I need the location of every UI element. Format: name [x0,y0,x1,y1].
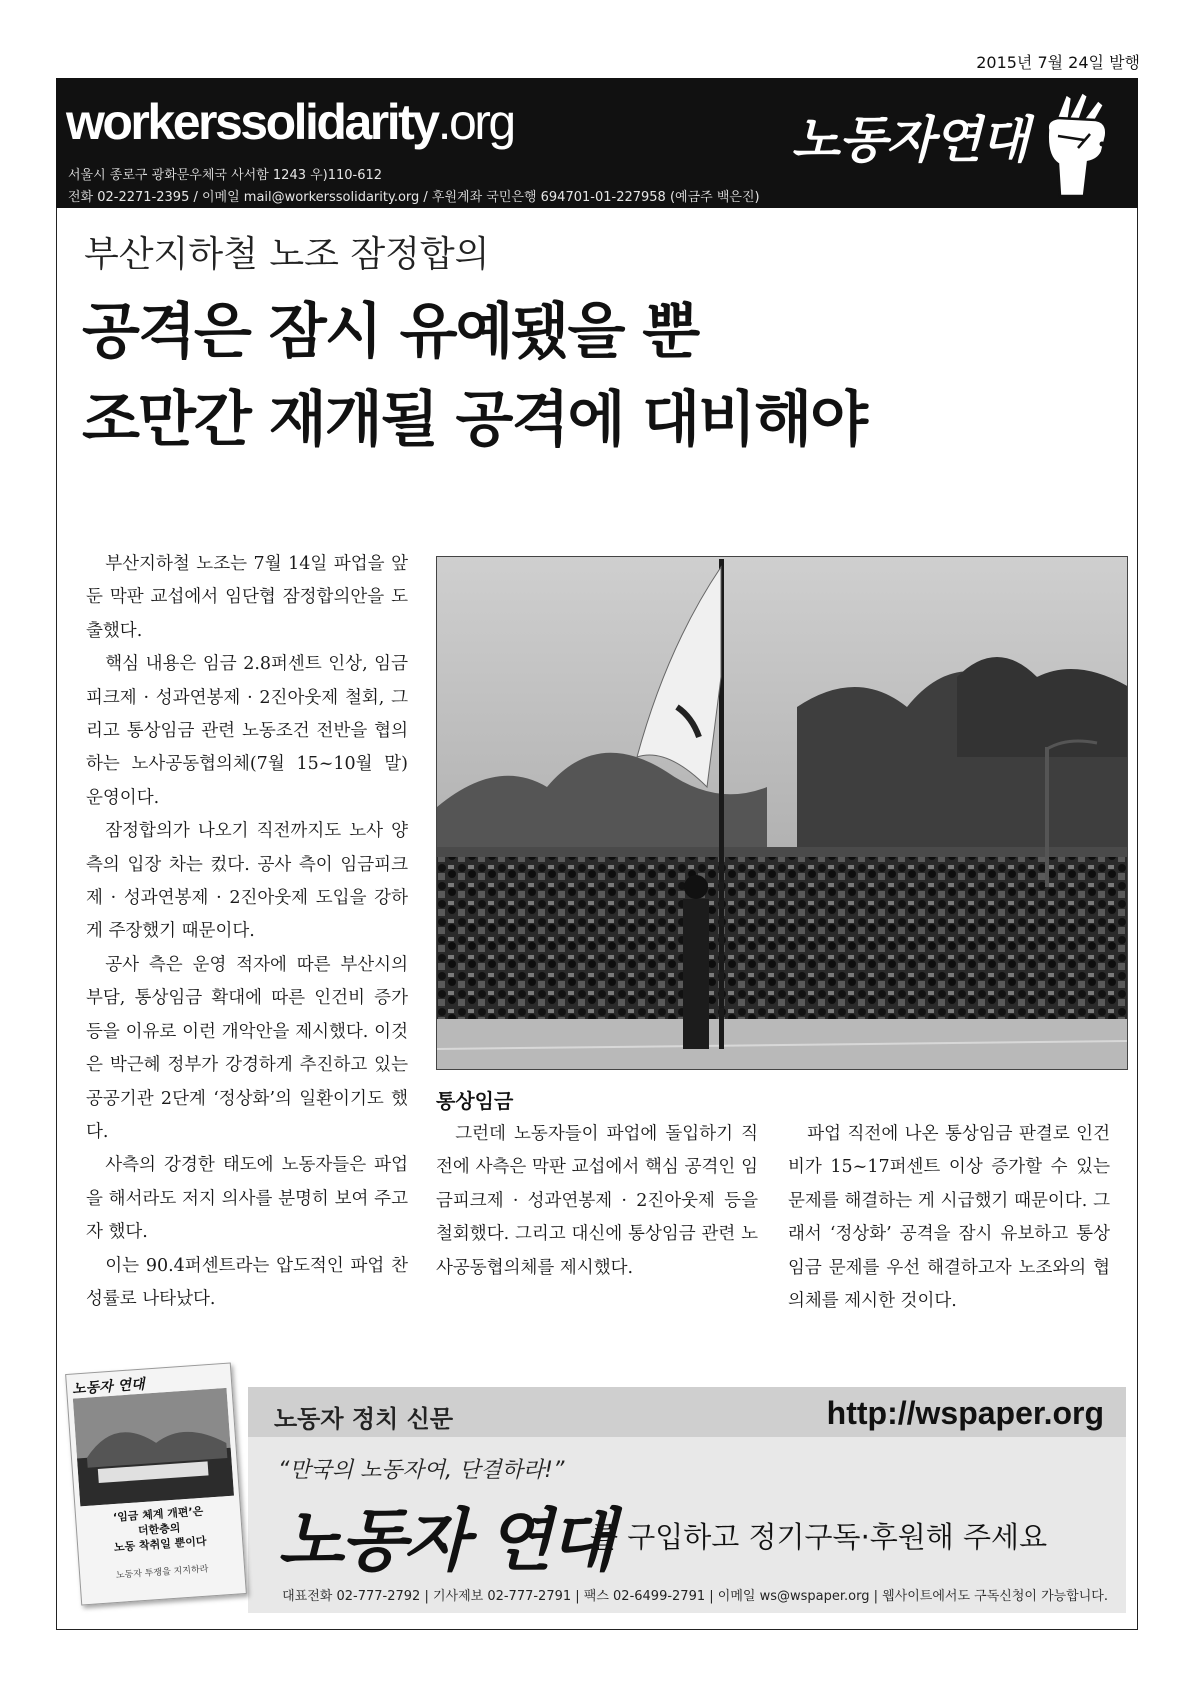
ad-label: 노동자 정치 신문 [274,1405,453,1433]
rally-photo [436,556,1128,1070]
masthead-title: 노동자연대 [791,111,1028,169]
masthead [56,78,1138,208]
site-logo-main: workerssolidarity [66,94,438,150]
subscription-ad [248,1387,1126,1613]
headline-line: 공격은 잠시 유예됐을 뿐 [82,297,699,367]
article-kicker: 부산지하철 노조 잠정합의 [84,234,490,275]
thumbnail-headline-line: ‘임금 체계 개편’은 [112,1504,204,1525]
paragraph: 공사 측은 운영 적자에 따른 부산시의 부담, 통상임금 확대에 따른 인건비 증가 등을 이유로 이런 개악안을 제시했다. 이것은 박근혜 정부가 강경하게 추진하고 있는 공공기관 2단계 ‘정상화’의 일환이기도 했다. [86,954,408,1142]
thumbnail-footer: 노동자 투쟁을 지지하라 [115,1564,209,1582]
article-headline [82,288,866,464]
thumbnail-headline [80,1502,239,1558]
ad-slogan: “만국의 노동자여, 단결하라!” [278,1458,565,1483]
masthead-contact: 전화 02-2271-2395 / 이메일 mail@workerssolidarity.org / 후원계좌 국민은행 694701-01-227958 (예금주 백은진) [68,190,760,205]
article-column-2 [436,1118,758,1285]
site-logo[interactable] [66,92,514,152]
publication-date: 2015년 7월 24일 발행 [976,53,1140,72]
paragraph: 부산지하철 노조는 7월 14일 파업을 앞둔 막판 교섭에서 임단협 잠정합의안을 도출했다. [86,554,408,641]
paragraph: 파업 직전에 나온 통상임금 판결로 인건비가 15~17퍼센트 이상 증가할 수 있는 문제를 해결하는 게 시급했기 때문이다. 그래서 ‘정상화’ 공격을 잠시 유보하고 통상임금 문제를 우선 해결하고자 노조와의 협의체를 제시한 것이다. [788,1124,1110,1312]
thumbnail-headline-line: 더한층의 [137,1521,181,1538]
ad-url-link[interactable]: http://wspaper.org [826,1395,1104,1431]
section-subhead: 통상임금 [436,1089,514,1113]
paragraph: 사측의 강경한 태도에 노동자들은 파업을 해서라도 저지 의사를 분명히 보여 주고자 했다. [86,1155,408,1243]
thumbnail-title: 노동자 연대 [71,1376,146,1398]
ad-contacts: 대표전화 02-777-2792 | 기사제보 02-777-2791 | 팩스 02-6499-2791 | 이메일 ws@wspaper.org | 웹사이트에서도 구독신청이 가능합니다. [282,1589,1108,1604]
newspaper-thumbnail [65,1362,247,1605]
article-column-1 [86,548,408,1316]
site-logo-tld: .org [437,94,514,150]
thumbnail-photo [73,1388,234,1506]
paragraph: 핵심 내용은 임금 2.8퍼센트 인상, 임금피크제 · 성과연봉제 · 2진아웃제 철회, 그리고 통상임금 관련 노동조건 전반을 협의하는 노사공동협의체(7월 15~10월 말) 운영이다. [86,654,408,808]
masthead-address: 서울시 종로구 광화문우체국 사서함 1243 우)110-612 [68,168,383,183]
paragraph: 잠정합의가 나오기 직전까지도 노사 양측의 입장 차는 컸다. 공사 측이 임금피크제 · 성과연봉제 · 2진아웃제 도입을 강하게 주장했기 때문이다. [86,821,408,942]
thumbnail-headline-line: 노동 착취일 뿐이다 [113,1534,207,1555]
ad-tagline: 를 구입하고 정기구독·후원해 주세요 [590,1520,1048,1554]
raised-fist-icon [1038,90,1118,200]
headline-line: 조만간 재개될 공격에 대비해야 [82,385,867,455]
paragraph: 이는 90.4퍼센트라는 압도적인 파업 찬성률로 나타났다. [86,1255,408,1309]
article-column-3 [788,1118,1110,1318]
paragraph: 그런데 노동자들이 파업에 돌입하기 직전에 사측은 막판 교섭에서 핵심 공격인 임금피크제 · 성과연봉제 · 2진아웃제 등을 철회했다. 그리고 대신에 통상임금 관련 노사공동협의체를 제시했다. [436,1124,758,1278]
ad-brand: 노동자 연대 [278,1502,613,1581]
